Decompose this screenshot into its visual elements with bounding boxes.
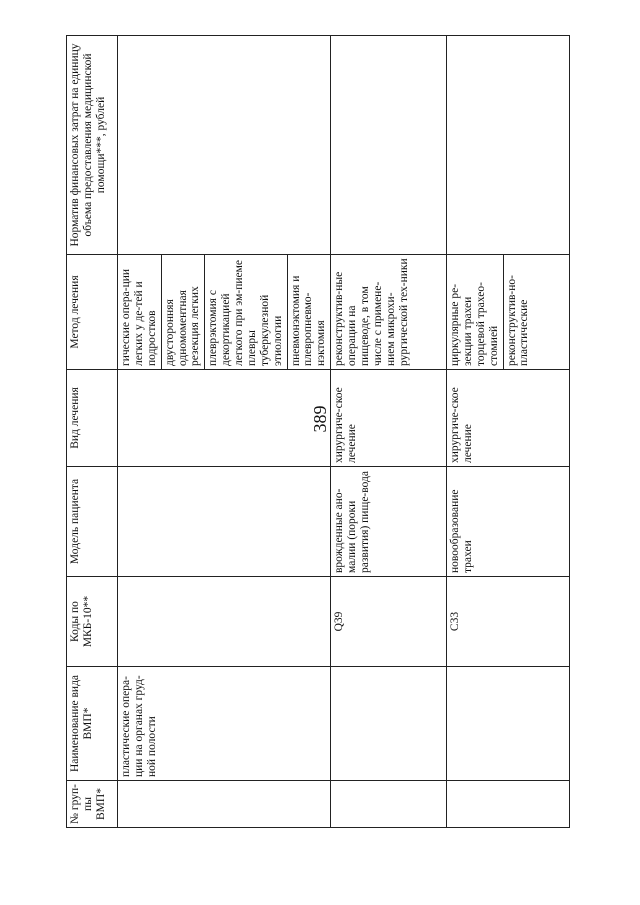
method-item: пневмонэктомия и плевропневмо-нэктомия: [287, 255, 331, 369]
cell-type: хирургиче-ское лечение: [447, 370, 570, 467]
cell-method: реконструктив-ные операции на пищеводе, в том числе с примене-нием микрохи-рургической тех-ники: [331, 255, 447, 370]
cell-codes: [118, 577, 331, 667]
method-item: циркулярные ре-зекции трахеи торцевой трахео-стомией: [449, 282, 500, 366]
method-item: реконструктив-но-пластические: [503, 255, 534, 369]
cell-group: [331, 781, 447, 828]
cell-group: [447, 781, 570, 828]
cell-model: новообразование трахеи: [447, 467, 570, 577]
cell-group: [118, 781, 331, 828]
method-item: двусторонняя одномоментная резекция легких: [161, 255, 205, 369]
header-group: № груп-пы ВМП*: [67, 781, 118, 828]
method-item: плеврэктомия с декортикацией легкого при эм-пиеме плевры туберкулезной этиологии: [204, 255, 286, 369]
page-number: 389: [310, 405, 330, 433]
cell-methods: [118, 255, 331, 370]
cell-name: [331, 667, 447, 781]
cell-norm: [331, 36, 447, 255]
method-item: гические опера-ции легких у де-тей и подростков: [120, 268, 158, 366]
vmp-table: [66, 35, 570, 828]
cell-name: пластические опера-ции на органах груд-ной полости: [118, 667, 331, 781]
cell-model: врожденные ано-малии (пороки развития) пище-вода: [331, 467, 447, 577]
table-row: [331, 36, 447, 828]
cell-model: [118, 467, 331, 577]
header-name: Наименование вида ВМП*: [67, 667, 118, 781]
rotated-table-container: [66, 35, 570, 828]
table-row: [118, 36, 331, 828]
cell-methods: [447, 255, 570, 370]
header-model: Модель пациента: [67, 467, 118, 577]
header-type: Вид лечения: [67, 370, 118, 467]
header-method: Метод лечения: [67, 255, 118, 370]
cell-codes: C33: [447, 577, 570, 667]
cell-name: [447, 667, 570, 781]
header-row: [67, 36, 118, 828]
header-norm: Норматив финансовых затрат на единицу объема предоставления медицинской помощи***, рублей: [67, 36, 118, 255]
table-row: [447, 36, 570, 828]
cell-type: хирургиче-ское лечение: [331, 370, 447, 467]
cell-norm: [447, 36, 570, 255]
cell-norm: [118, 36, 331, 255]
header-codes: Коды по МКБ-10**: [67, 577, 118, 667]
cell-codes: Q39: [331, 577, 447, 667]
cell-type: [118, 370, 331, 467]
